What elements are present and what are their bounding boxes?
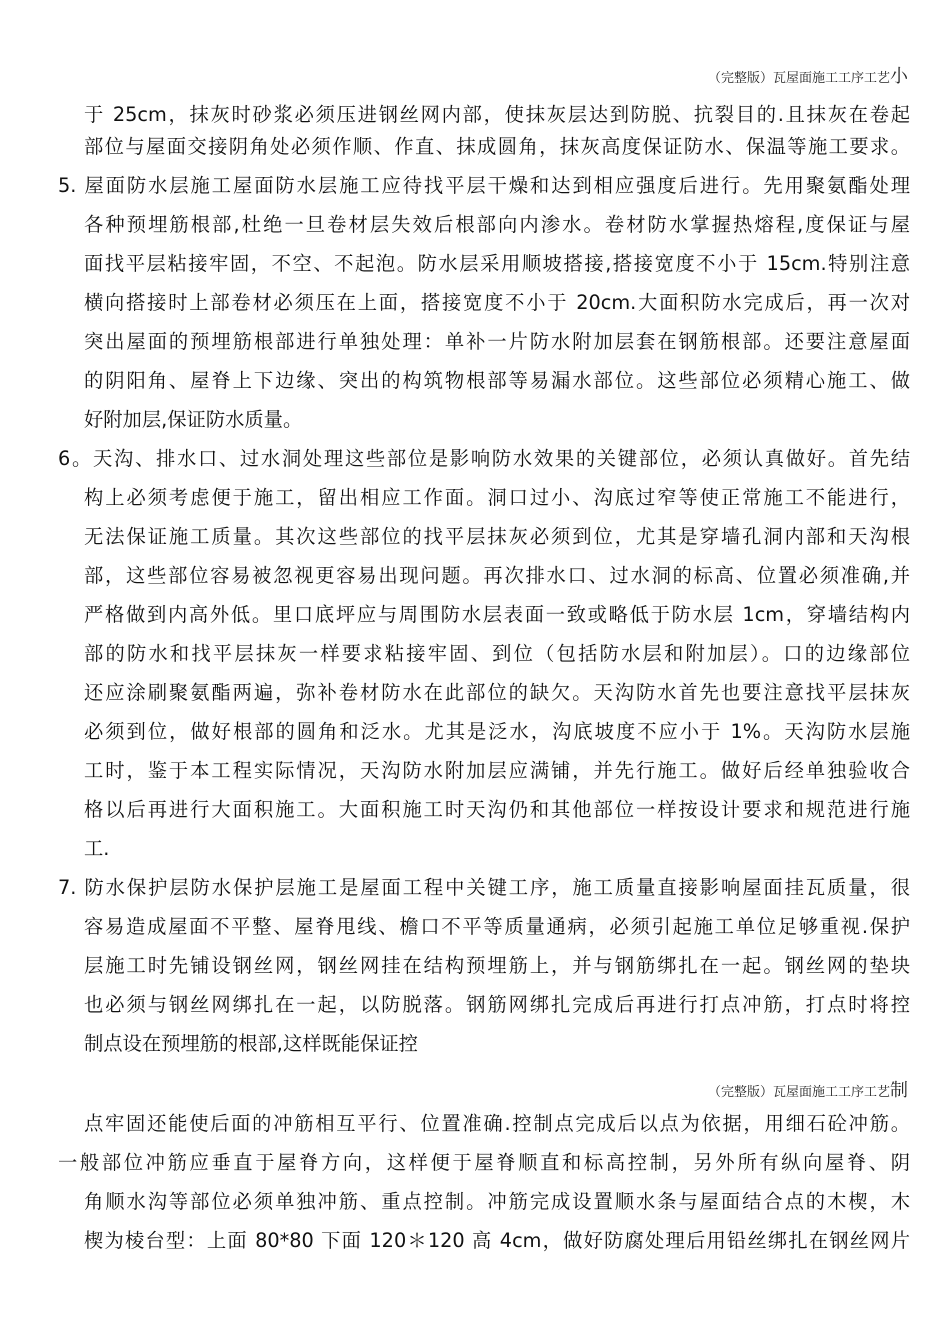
- paragraph-line: 点牢固还能使后面的冲筋相互平行、位置准确.控制点完成后以点为依据，用细石砼冲筋。: [84, 1112, 910, 1135]
- paragraph-line: 制点设在预埋筋的根部,这样既能保证控: [84, 1032, 418, 1055]
- paragraph-line: 部，这些部位容易被忽视更容易出现问题。再次排水口、过水洞的标高、位置必须准确,并: [84, 564, 910, 587]
- header-text-large-char: 制: [890, 1080, 908, 1101]
- paragraph-line: 部的防水和找平层抹灰一样要求粘接牢固、到位（包括防水层和附加层）。口的边缘部位: [84, 642, 910, 665]
- header-text: （完整版）瓦屋面施工工序工艺: [707, 71, 890, 86]
- paragraph-line: 各种预埋筋根部,杜绝一旦卷材层失效后根部向内渗水。卷材防水掌握热熔程,度保证与屋: [84, 213, 910, 236]
- paragraph-line: 面找平层粘接牢固，不空、不起泡。防水层采用顺坡搭接,搭接宽度不小于 15cm.特别注意: [84, 252, 910, 275]
- paragraph-line: 无法保证施工质量。其次这些部位的找平层抹灰必须到位，尤其是穿墙孔洞内部和天沟根: [84, 525, 910, 548]
- list-item-7-line: 7. 防水保护层防水保护层施工是屋面工程中关键工序，施工质量直接影响屋面挂瓦质量，很: [58, 876, 910, 899]
- paragraph-line: 好附加层,保证防水质量。: [84, 408, 303, 431]
- paragraph-line: 横向搭接时上部卷材必须压在上面，搭接宽度不小于 20cm.大面积防水完成后，再一次对: [84, 291, 910, 314]
- paragraph-line: 于 25cm，抹灰时砂浆必须压进钢丝网内部，使抹灰层达到防脱、抗裂目的.且抹灰在卷起: [84, 103, 910, 126]
- paragraph-line: 工时，鉴于本工程实际情况，天沟防水附加层应满铺，并先行施工。做好后经单独验收合: [84, 759, 910, 782]
- paragraph-line: 楔为棱台型：上面 80*80 下面 120＊120 高 4cm，做好防腐处理后用铅丝绑扎在钢丝网片: [84, 1229, 910, 1252]
- page-header: [708, 62, 908, 88]
- page-header: [708, 1076, 908, 1102]
- paragraph-line: 部位与屋面交接阴角处必须作顺、作直、抹成圆角，抹灰高度保证防水、保温等施工要求。: [84, 135, 910, 158]
- list-item-6-line: 6。天沟、排水口、过水洞处理这些部位是影响防水效果的关键部位，必须认真做好。首先结: [58, 447, 910, 470]
- header-text: （完整版）瓦屋面施工工序工艺: [707, 1085, 890, 1100]
- header-text-large-char: 小: [890, 66, 908, 87]
- paragraph-line: 层施工时先铺设钢丝网，钢丝网挂在结构预埋筋上，并与钢筋绑扎在一起。钢丝网的垫块: [84, 954, 910, 977]
- list-item-5-line: 5. 屋面防水层施工屋面防水层施工应待找平层干燥和达到相应强度后进行。先用聚氨酯处理: [58, 174, 910, 197]
- paragraph-line: 角顺水沟等部位必须单独冲筋、重点控制。冲筋完成设置顺水条与屋面结合点的木楔，木: [84, 1190, 910, 1213]
- paragraph-line: 的阴阳角、屋脊上下边缘、突出的构筑物根部等易漏水部位。这些部位必须精心施工、做: [84, 369, 910, 392]
- paragraph-line: 格以后再进行大面积施工。大面积施工时天沟仍和其他部位一样按设计要求和规范进行施: [84, 798, 910, 821]
- paragraph-line: 也必须与钢丝网绑扎在一起，以防脱落。钢筋网绑扎完成后再进行打点冲筋，打点时将控: [84, 993, 910, 1016]
- paragraph-line: 一般部位冲筋应垂直于屋脊方向，这样便于屋脊顺直和标高控制，另外所有纵向屋脊、阴: [58, 1151, 910, 1174]
- paragraph-line: 必须到位，做好根部的圆角和泛水。尤其是泛水，沟底坡度不应小于 1%。天沟防水层施: [84, 720, 910, 743]
- paragraph-line: 还应涂刷聚氨酯两遍，弥补卷材防水在此部位的缺欠。天沟防水首先也要注意找平层抹灰: [84, 681, 910, 704]
- paragraph-line: 工.: [84, 837, 110, 860]
- paragraph-line: 严格做到内高外低。里口底坪应与周围防水层表面一致或略低于防水层 1cm，穿墙结构内: [84, 603, 910, 626]
- paragraph-line: 构上必须考虑便于施工，留出相应工作面。洞口过小、沟底过窄等使正常施工不能进行，: [84, 486, 910, 509]
- paragraph-line: 容易造成屋面不平整、屋脊甩线、檐口不平等质量通病，必须引起施工单位足够重视.保护: [84, 915, 910, 938]
- paragraph-line: 突出屋面的预埋筋根部进行单独处理：单补一片防水附加层套在钢筋根部。还要注意屋面: [84, 330, 910, 353]
